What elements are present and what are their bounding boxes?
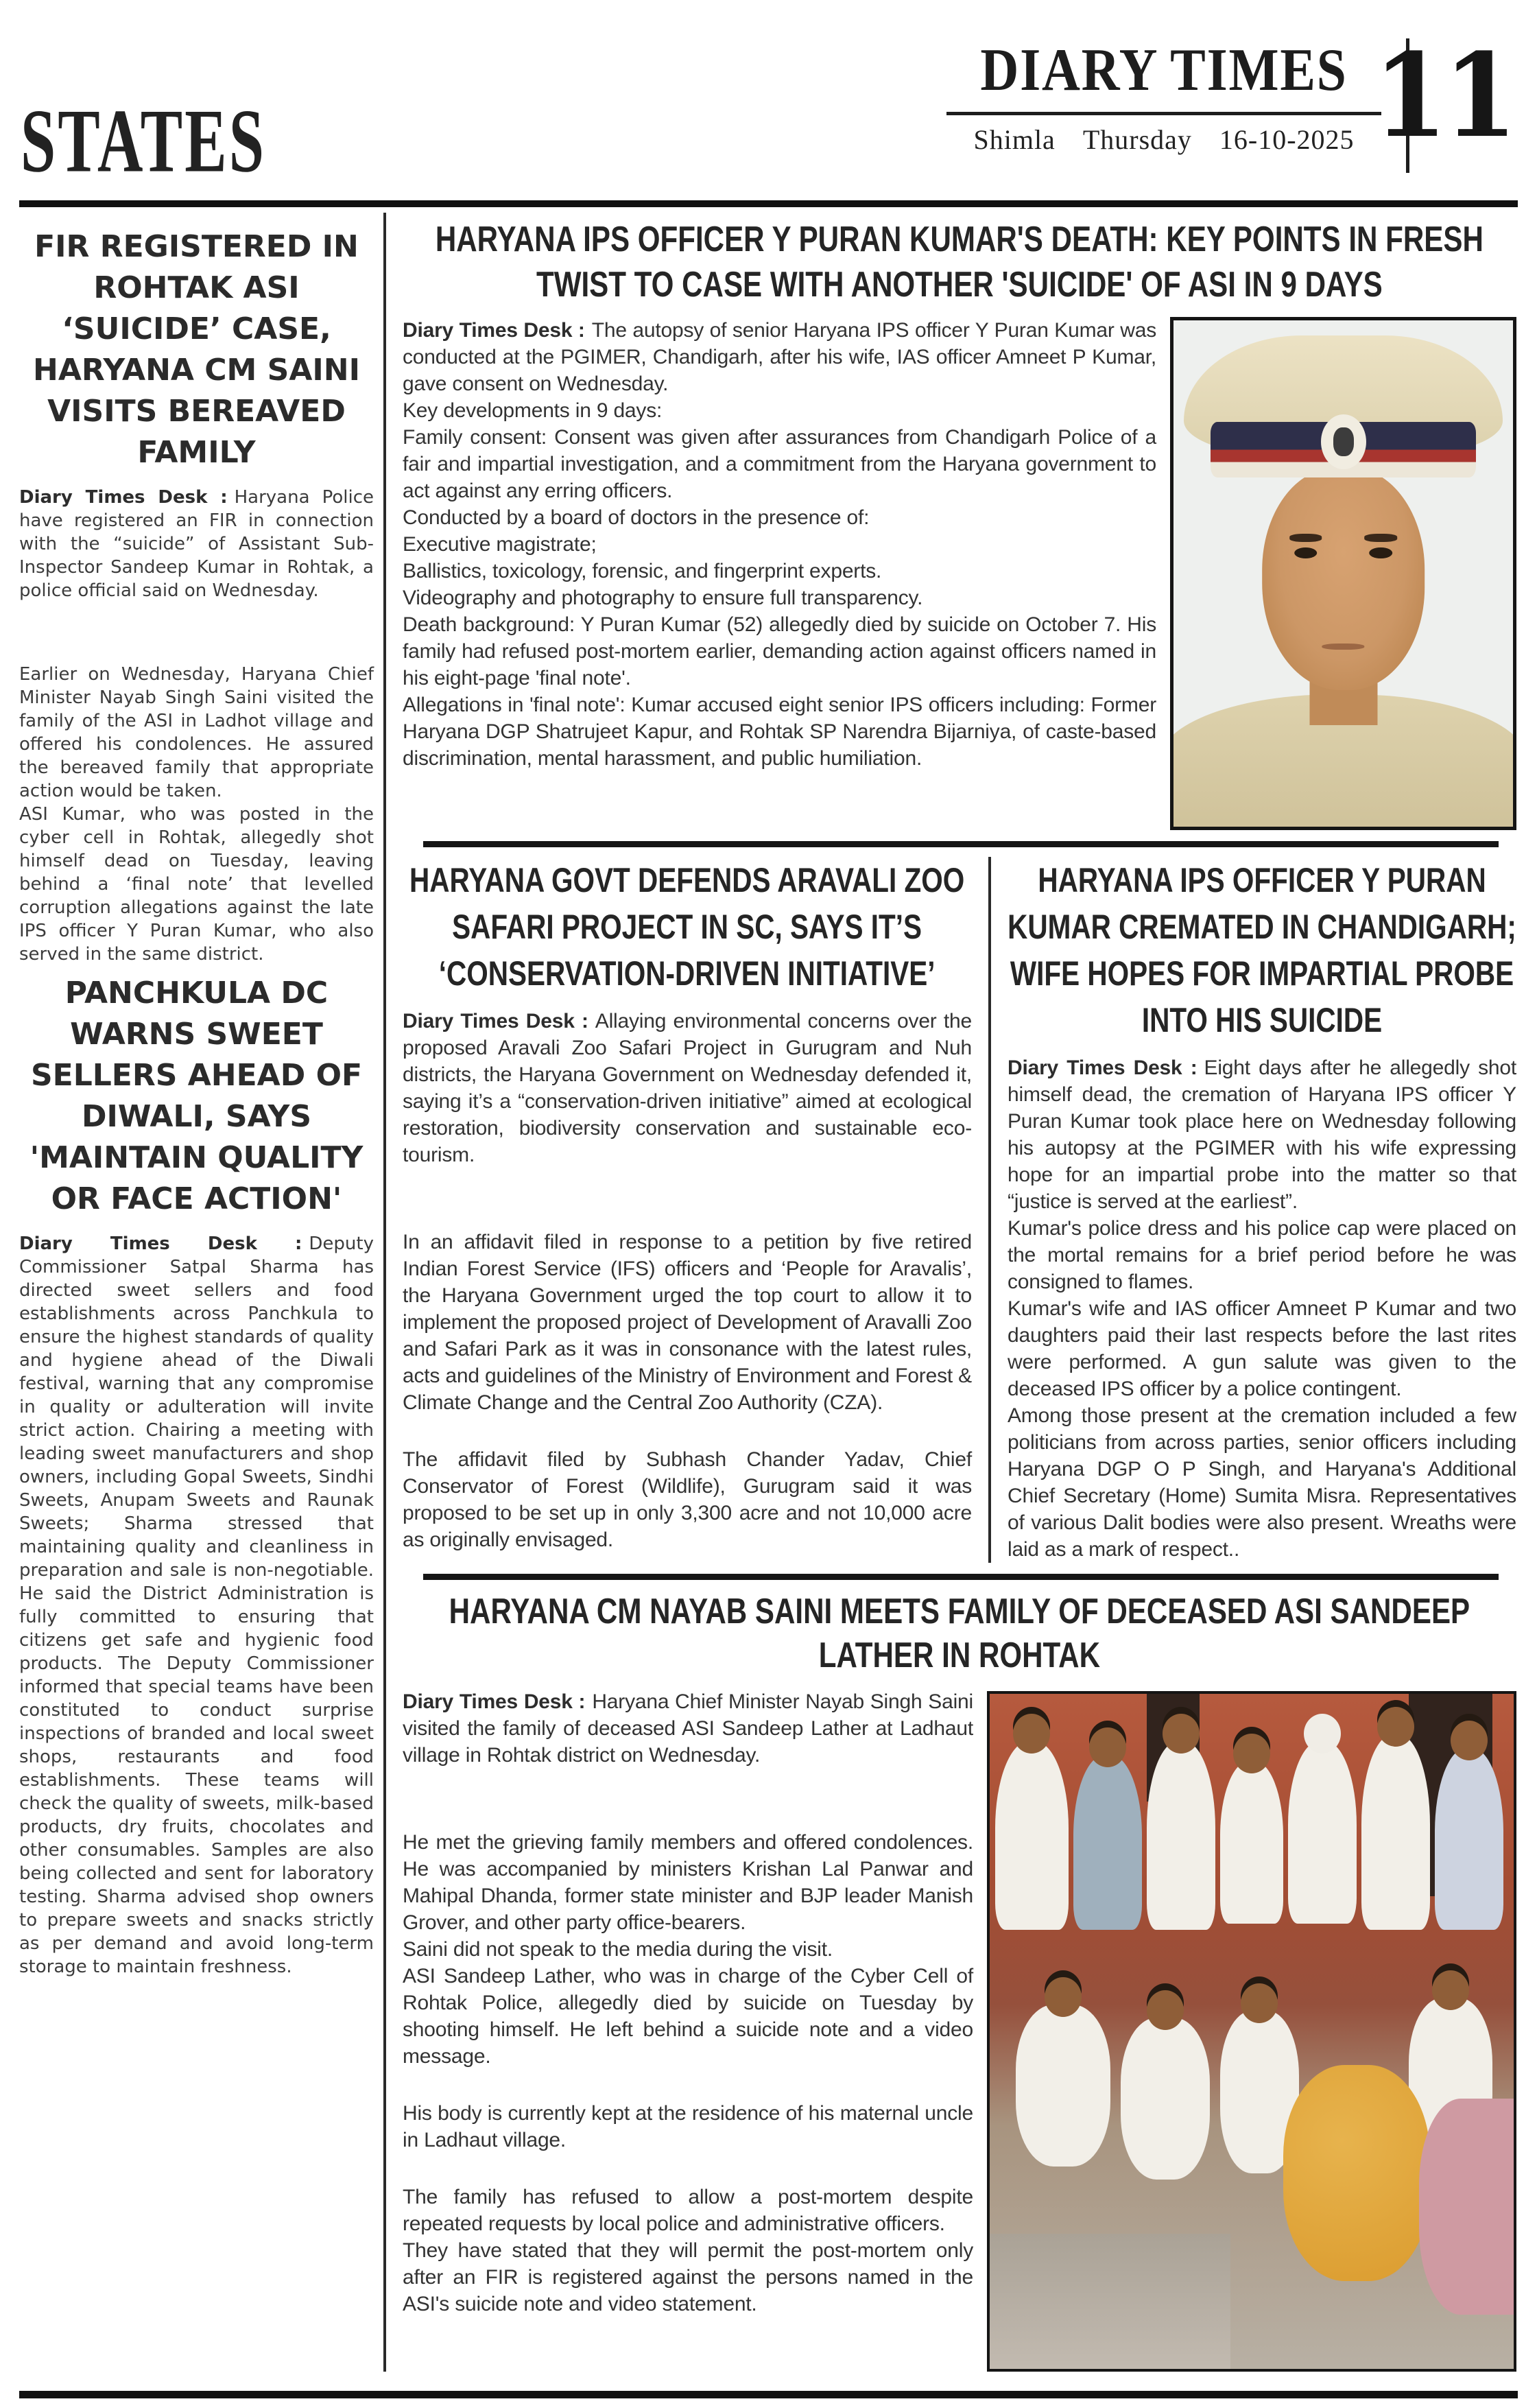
paragraph: Death background: Y Puran Kumar (52) allegedly died by suicide on October 7. His family had refused post-mortem earlier, demanding action against officers named in his eight-page 'final note'. (403, 613, 1156, 689)
paragraph (403, 1008, 972, 1168)
section-rule (423, 841, 1499, 847)
article-panchkula (19, 973, 374, 1979)
paragraph: Ballistics, toxicology, forensic, and fingerprint experts. (403, 560, 882, 582)
paragraph-text: Allaying environmental concerns over the proposed Aravali Zoo Safari Project in Gurugram and Nuh districts, the Haryana Government on Wednesday defended it, saying it’s a “conservation-driven initiative” aimed at ecological restoration, biodiversity conservation and sustainable eco-tourism. (403, 1010, 972, 1166)
section-title: STATES (21, 90, 267, 191)
article-autopsy-body (403, 317, 1156, 830)
paragraph: ASI Kumar, who was posted in the cyber cell in Rohtak, allegedly shot himself dead on Tuesday, leaving behind a ‘final note’ that levelled corruption allegations against the late IPS officer Y Puran Kumar, who also served in the same district. (19, 804, 374, 965)
paragraph-text: Eight days after he allegedly shot himself dead, the cremation of Haryana IPS officer Y Puran Kumar took place here on Wednesday following his autopsy at the PGIMER with his wife expressing hope for an impartial probe into the matter so that “justice is served at the earliest”. (1008, 1057, 1516, 1213)
column-divider (383, 213, 386, 2372)
paragraph: Kumar's police dress and his police cap were placed on the mortal remains for a brief period before he was consigned to flames. (1008, 1217, 1516, 1293)
column-divider (988, 857, 991, 1563)
photo-figure (1073, 1755, 1141, 1931)
article-zoo (403, 857, 972, 1563)
desk-label: Diary Times Desk : (1008, 1057, 1198, 1079)
paragraph: He met the grieving family members and offered condolences. He was accompanied by ministers Krishan Lal Panwar and Mahipal Dhanda, former state minister and BJP leader Manish Grover, and other party office-bearers. (403, 1831, 973, 1934)
dateline-date: 16-10-2025 (1219, 124, 1355, 155)
paragraph: ASI Sandeep Lather, who was in charge of the Cyber Cell of Rohtak Police, allegedly died by suicide on Tuesday by shooting himself. He left behind a suicide note and a video message. (403, 1965, 973, 2068)
officer-face (1262, 467, 1425, 690)
desk-label: Diary Times Desk : (403, 1010, 588, 1032)
desk-label: Diary Times Desk : (19, 487, 228, 508)
paragraph: Key developments in 9 days: (403, 399, 663, 422)
desk-label: Diary Times Desk : (403, 319, 585, 342)
photo-figure-saffron-shawl (1283, 2065, 1430, 2281)
paragraph: Executive magistrate; (403, 533, 597, 556)
paragraph: Saini did not speak to the media during the visit. (403, 1938, 833, 1961)
paragraph (19, 486, 374, 602)
photo-figure (1288, 1741, 1356, 1924)
paragraph: Conducted by a board of doctors in the presence of: (403, 506, 870, 529)
photo-pavement (990, 2234, 1230, 2369)
dateline-city: Shimla (973, 124, 1056, 155)
paragraph: The family has refused to allow a post-mortem despite repeated requests by local police and administrative officers. (403, 2186, 973, 2235)
headline-fir: FIR REGISTERED IN ROHTAK ASI ‘SUICIDE’ CASE, HARYANA CM SAINI VISITS BEREAVED FAMILY (33, 229, 360, 470)
photo-figure (1016, 2005, 1110, 2167)
paragraph: Videography and photography to ensure full transparency. (403, 587, 923, 609)
masthead-rule (946, 112, 1381, 115)
page-number: 11 (1373, 27, 1514, 163)
headline-cm-visit: HARYANA CM NAYAB SAINI MEETS FAMILY OF DECEASED ASI SANDEEP LATHER IN ROHTAK (449, 1592, 1470, 1675)
article-cm-visit (403, 1590, 1516, 2372)
crowd-photo (987, 1691, 1516, 2372)
dateline-day: Thursday (1082, 124, 1192, 155)
paragraph: Earlier on Wednesday, Haryana Chief Minister Nayab Singh Saini visited the family of the ASI in Ladhot village and offered his condolences. He assured the bereaved family that appropriate action would be taken. (19, 664, 374, 801)
photo-figure (995, 1741, 1069, 1931)
paragraph: They have stated that they will permit the post-mortem only after an FIR is registered against the persons named in the ASI's suicide note and video statement. (403, 2239, 973, 2315)
photo-figure (1435, 1748, 1503, 1931)
article-cm-visit-body (403, 1688, 973, 2372)
right-area (396, 213, 1518, 2372)
paragraph-text: The autopsy of senior Haryana IPS officer Y Puran Kumar was conducted at the PGIMER, Chandigarh, after his wife, IAS officer Amneet P Kumar, gave consent on Wednesday. (403, 319, 1156, 395)
main-content (19, 213, 1518, 2372)
paragraph-text: Haryana Police have registered an FIR in connection with the “suicide” of Assistant Sub-Inspector Sandeep Kumar in Rohtak, a police official said on Wednesday. (19, 487, 374, 601)
paragraph: Among those present at the cremation included a few politicians from across parties, senior officers including Haryana DGP O P Singh, and Haryana's Additional Chief Secretary (Home) Sumita Misra. Representatives of various Dalit bodies were also present. Wreaths were laid as a mark of respect.. (1008, 1404, 1516, 1561)
paragraph (403, 1688, 973, 1769)
paragraph-text: Haryana Chief Minister Nayab Singh Saini visited the family of deceased ASI Sandeep Lather at Ladhaut village in Rohtak district on Wednesday. (403, 1690, 973, 1767)
photo-figure-pink-shawl (1419, 2099, 1516, 2315)
desk-label: Diary Times Desk : (403, 1690, 586, 1713)
police-cap-badge (1321, 414, 1366, 469)
headline-autopsy: HARYANA IPS OFFICER Y PURAN KUMAR'S DEATH: KEY POINTS IN FRESH TWIST TO CASE WITH ANOTHER 'SUICIDE' OF ASI IN 9 DAYS (435, 220, 1484, 305)
middle-section (403, 857, 1516, 1563)
article-autopsy (403, 217, 1516, 830)
paragraph: Family consent: Consent was given after assurances from Chandigarh Police of a fair and impartial investigation, and a commitment from the Haryana government to act against any erring officers. (403, 426, 1156, 502)
paragraph-text: Deputy Commissioner Satpal Sharma has directed sweet sellers and food establishments across Panchkula to ensure the highest standards of quality and hygiene ahead of the Diwali festival, warning that any compromise in quality or adulteration will invite strict action. Chairing a meeting with leading sweet manufacturers and shop owners, including Gopal Sweets, Sindhi Sweets, Anupam Sweets and Raunak Sweets; Sharma stressed that maintaining quality and cleanliness in preparation and sale is non-negotiable. He said the District Administration is fully committed to ensuring that citizens get safe and hygienic food products. The Deputy Commissioner informed that special teams have been constituted to conduct surprise inspections of branded and local sweet shops, restaurants and food establishments. These teams will check the quality of sweets, milk-based products, dry fruits, chocolates and other consumables. Samples are also being collected and sent for laboratory testing. Sharma advised shop owners to prepare sweets and snacks strictly as per demand and avoid long-term storage to maintain freshness. (19, 1233, 374, 1977)
headline-cremation: HARYANA IPS OFFICER Y PURAN KUMAR CREMATED IN CHANDIGARH; WIFE HOPES FOR IMPARTIAL PROBE INTO HIS SUICIDE (1008, 861, 1516, 1039)
photo-figure (1121, 2018, 1210, 2180)
paragraph (1008, 1054, 1516, 1215)
paragraph: In an affidavit filed in response to a petition by five retired Indian Forest Service (IFS) officers and ‘People for Aravalis’, the Haryana Government urged the top court to allow it to implement the proposed project of Development of Aravalli Zoo and Safari Park as it was in consonance with the latest rules, acts and guidelines of the Ministry of Environment and Forest & Climate Change and the Central Zoo Authority (CZA). (403, 1231, 972, 1414)
dateline (938, 123, 1390, 156)
photo-figure (1220, 1761, 1283, 1923)
headline-panchkula: PANCHKULA DC WARNS SWEET SELLERS AHEAD OF DIWALI, SAYS 'MAINTAIN QUALITY OR FACE ACTION' (29, 976, 364, 1216)
section-rule (423, 1574, 1499, 1580)
article-cremation (1008, 857, 1516, 1563)
paragraph: The affidavit filed by Subhash Chander Yadav, Chief Conservator of Forest (Wildlife), Gurugram said it was proposed to be set up in only 3,300 acre and not 10,000 acre as originally envisaged. (403, 1448, 972, 1551)
headline-zoo: HARYANA GOVT DEFENDS ARAVALI ZOO SAFARI PROJECT IN SC, SAYS IT’S ‘CONSERVATION-DRIVEN INITIATIVE’ (409, 861, 965, 993)
paragraph: Allegations in 'final note': Kumar accused eight senior IPS officers including: Former Haryana DGP Shatrujeet Kapur, and Rohtak SP Narendra Bijarniya, of caste-based discrimination, mental harassment, and public humiliation. (403, 694, 1156, 770)
page-bottom-rule (19, 2391, 1518, 2398)
left-column (19, 213, 374, 2372)
paragraph: Kumar's wife and IAS officer Amneet P Kumar and two daughters paid their last respects before the last rites were performed. A gun salute was given to the deceased IPS officer by a police contingent. (1008, 1297, 1516, 1400)
paragraph (19, 1232, 374, 1979)
masthead-title: DIARY TIMES (980, 37, 1348, 104)
page-header (19, 18, 1518, 200)
photo-figure (1147, 1741, 1215, 1931)
officer-photo (1170, 317, 1516, 830)
header-rule (19, 200, 1518, 207)
paragraph: His body is currently kept at the residence of his maternal uncle in Ladhaut village. (403, 2102, 973, 2151)
paragraph (403, 317, 1156, 397)
desk-label: Diary Times Desk : (19, 1233, 302, 1254)
masthead (938, 36, 1390, 156)
photo-figure (1361, 1734, 1429, 1930)
article-fir (19, 226, 374, 966)
